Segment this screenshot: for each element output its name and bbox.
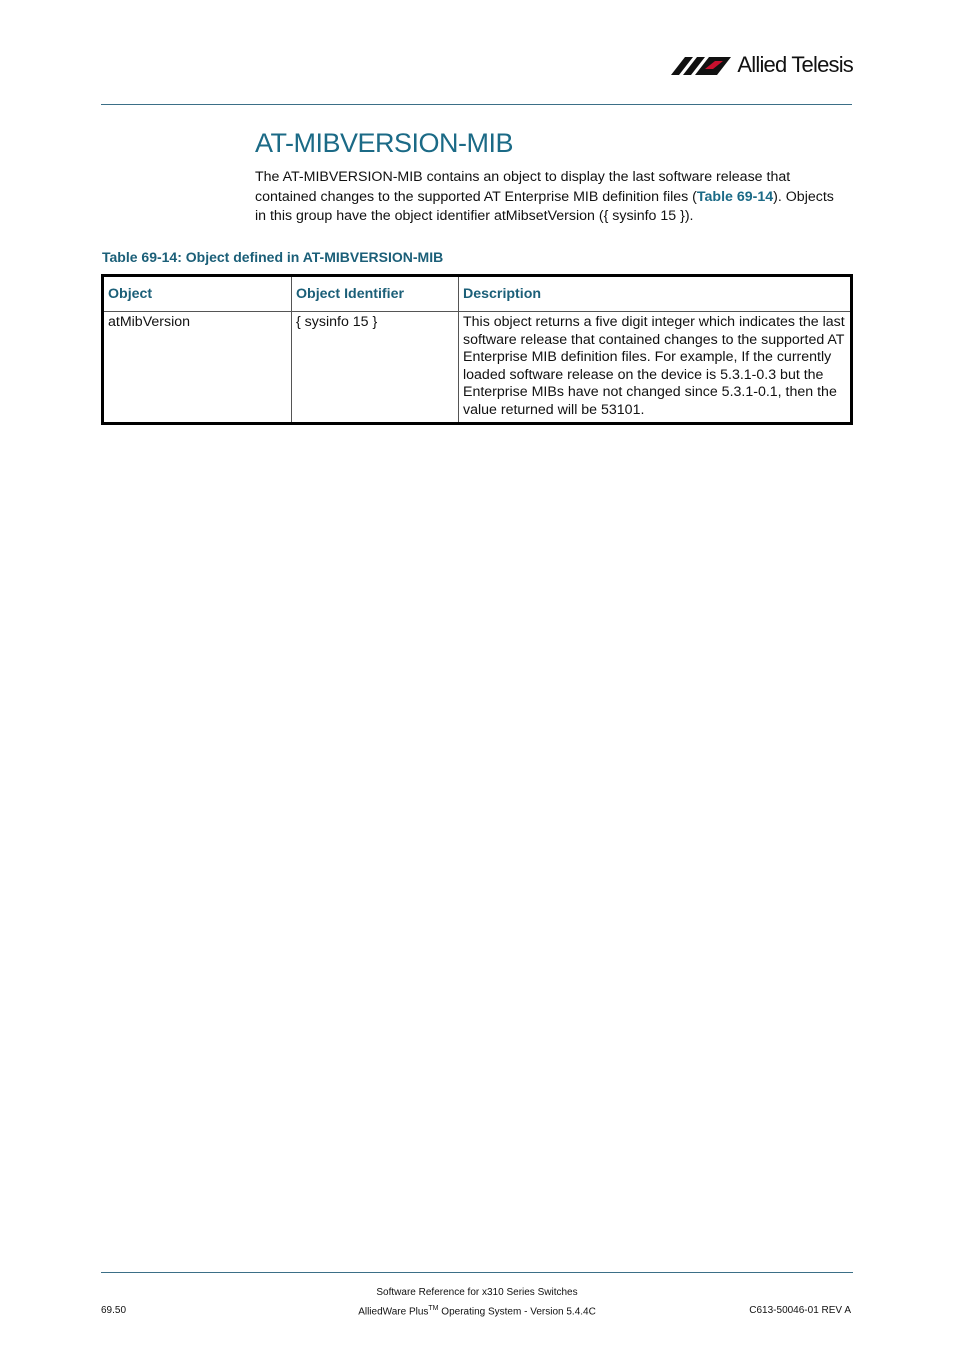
page-number: 69.50 xyxy=(101,1305,127,1316)
header-description: Description xyxy=(459,276,852,312)
section-title: AT-MIBVERSION-MIB xyxy=(255,128,514,158)
object-table xyxy=(101,274,853,425)
cell-identifier: { sysinfo 15 } xyxy=(292,312,459,424)
intro-paragraph xyxy=(255,168,835,227)
trademark-superscript: TM xyxy=(428,1305,439,1312)
logo-mark-icon xyxy=(671,55,733,75)
header-divider xyxy=(101,104,852,105)
footer-divider xyxy=(101,1272,853,1273)
intro-text-part1: The AT-MIBVERSION-MIB contains an object to display the last software release that contained changes to the supported AT Enterprise MIB definition files ( xyxy=(255,169,791,205)
cell-description: This object returns a five digit integer which indicates the last software release that contained changes to the supported AT Enterprise MIB definition files. For example, If the currently loaded software release on the device is 5.3.1-0.3 but the Enterprise MIBs have not changed since 5.3.1-0.1, then the value returned will be 53101. xyxy=(459,312,852,424)
footer-version-text: Operating System - Version 5.4.4C xyxy=(438,1306,596,1318)
table-caption: Table 69-14: Object defined in AT-MIBVERSION-MIB xyxy=(102,249,444,265)
allied-telesis-logo xyxy=(671,52,853,78)
table-row xyxy=(103,312,852,424)
table-cross-reference-link[interactable]: Table 69-14 xyxy=(696,188,774,205)
header-object: Object xyxy=(103,276,292,312)
footer-reference-title: Software Reference for x310 Series Switches xyxy=(376,1287,578,1298)
cell-object: atMibVersion xyxy=(103,312,292,424)
logo-wordmark: Allied Telesis xyxy=(737,52,853,77)
table-header-row xyxy=(103,276,852,312)
document-code: C613-50046-01 REV A xyxy=(749,1305,851,1316)
header-object-identifier: Object Identifier xyxy=(292,276,459,312)
footer-product-name: AlliedWare Plus xyxy=(358,1306,429,1318)
intro-text-part2: ). Objects in this group have the object identifier atMibsetVersion ({ sysinfo 15 }). xyxy=(255,188,834,224)
